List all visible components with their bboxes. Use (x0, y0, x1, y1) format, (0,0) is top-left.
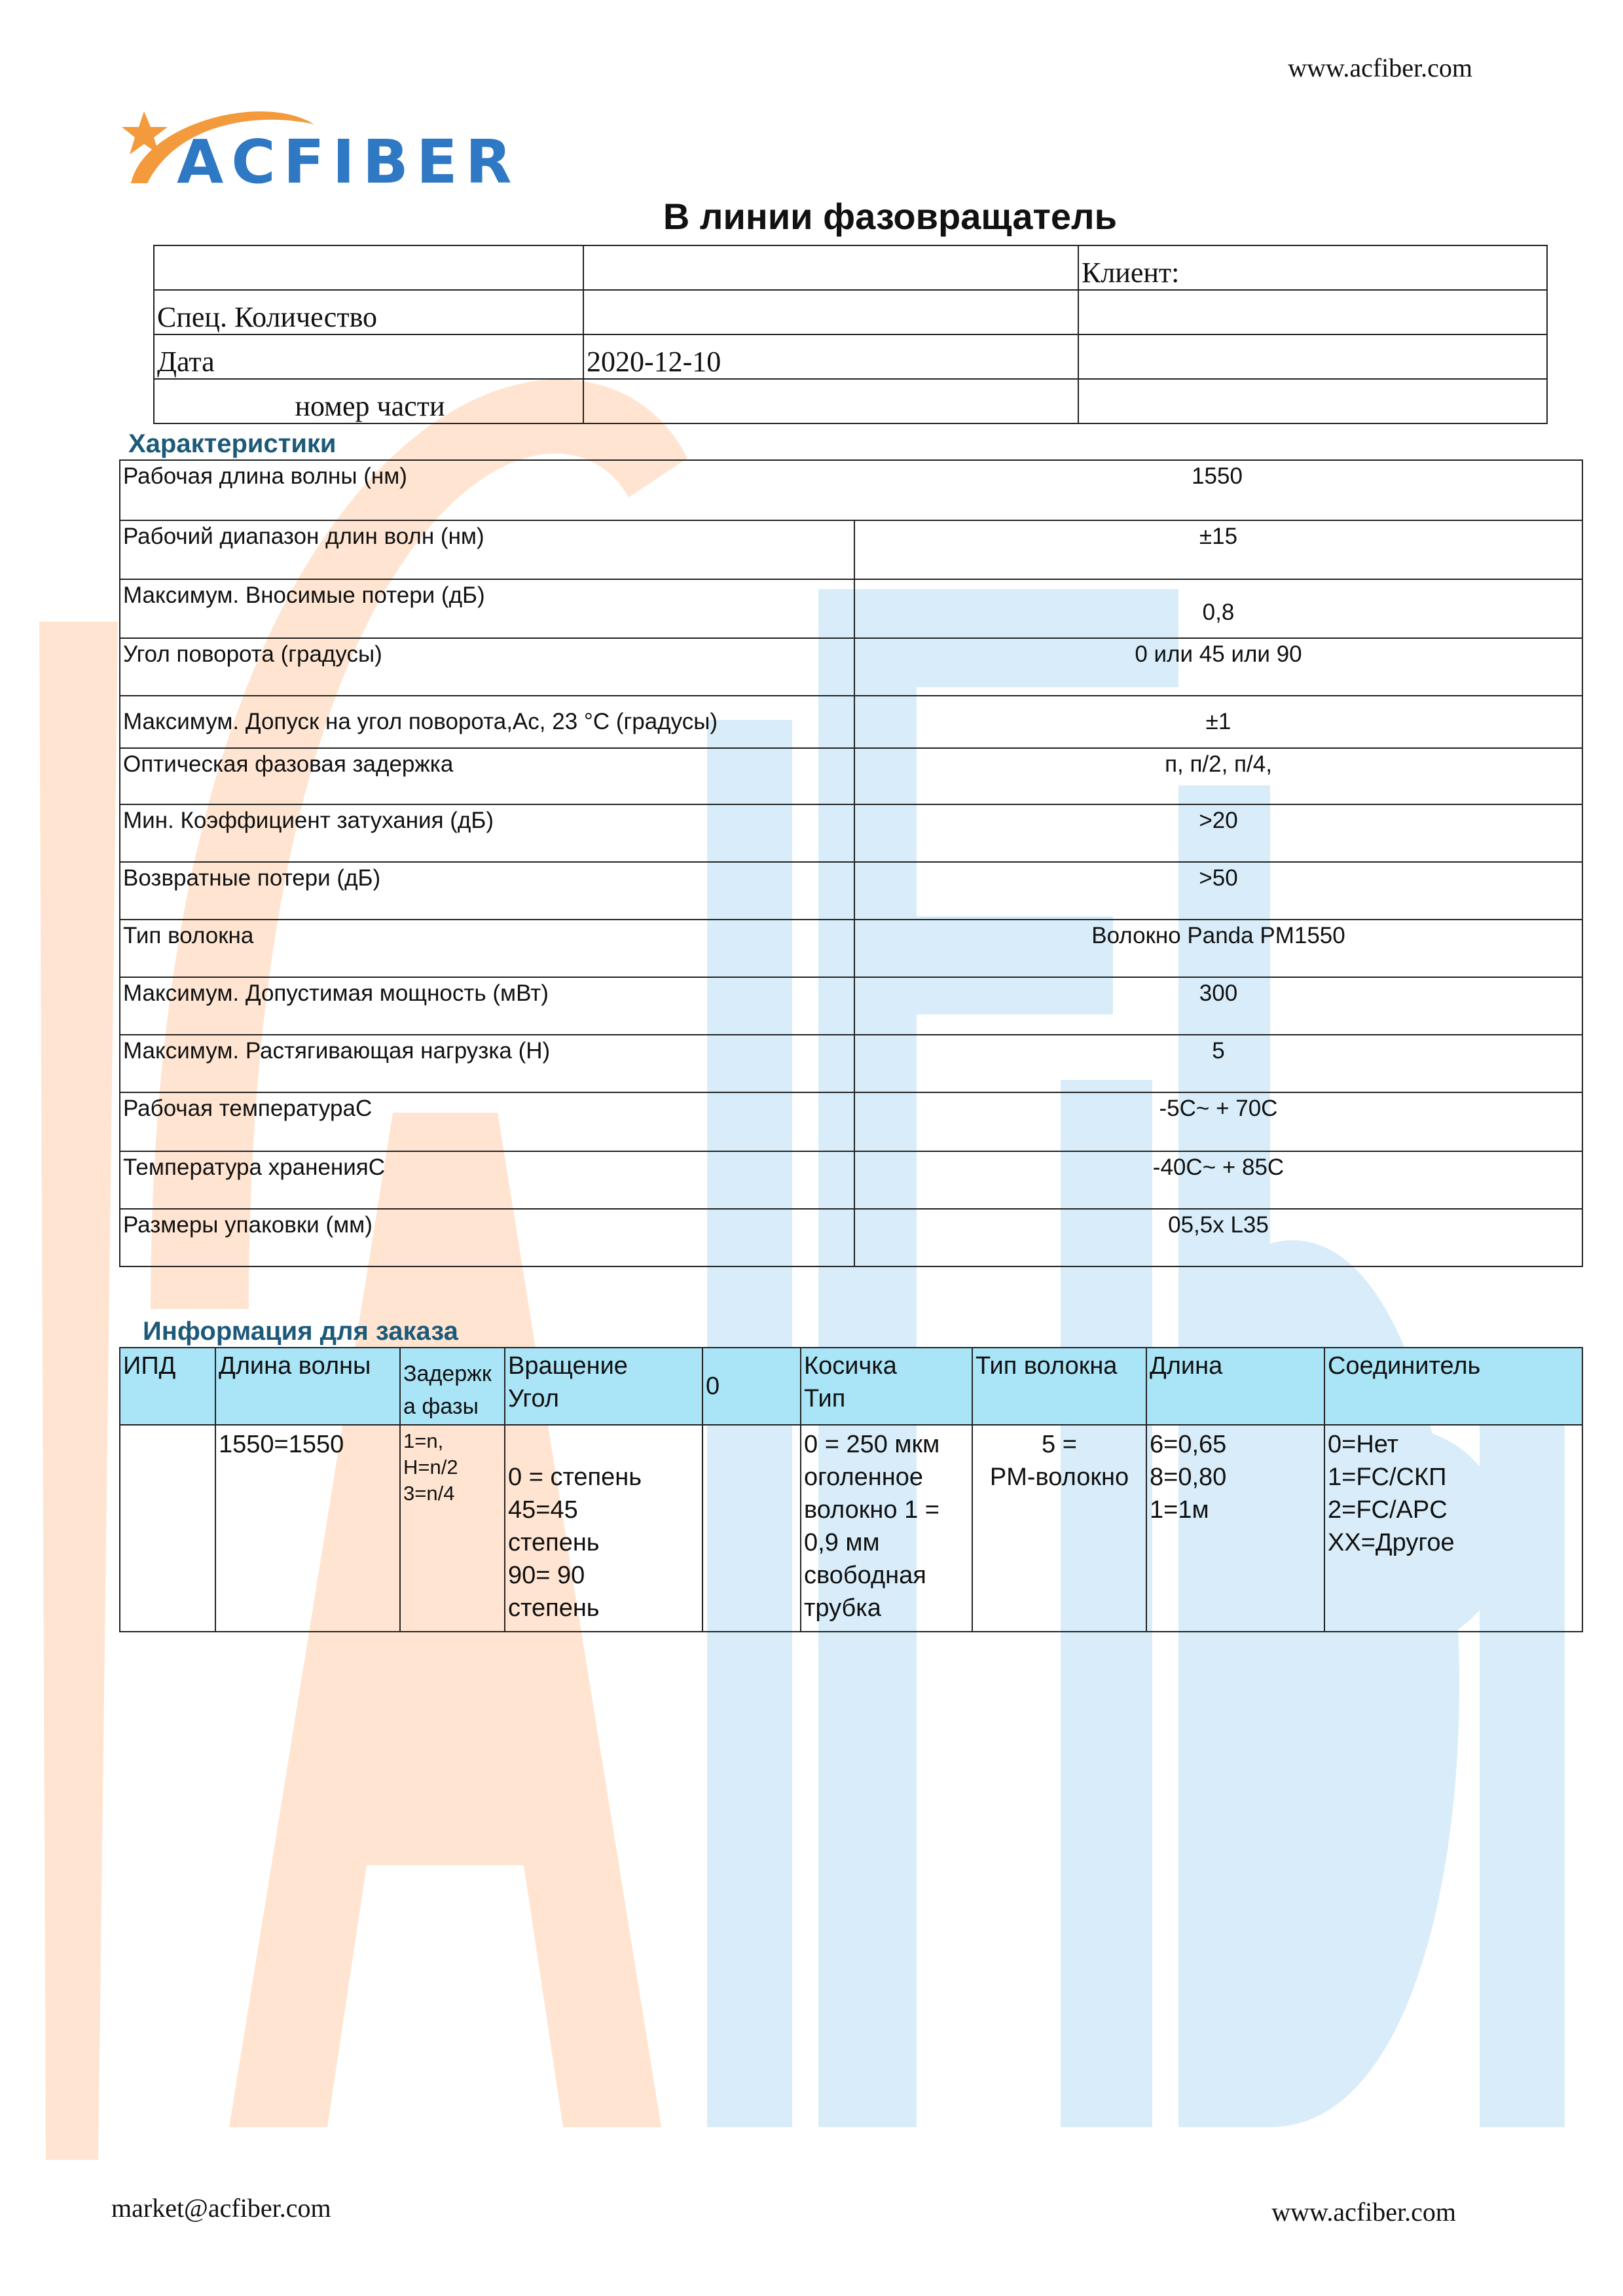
spec-label: Тип волокна (120, 920, 854, 977)
spec-row (120, 977, 1582, 1035)
part-number-value (583, 379, 1078, 423)
spec-label: Рабочая температураC (120, 1092, 854, 1151)
ordering-header-row (120, 1348, 1582, 1425)
spec-value: 0,8 (854, 579, 1582, 638)
spec-value: ±1 (854, 696, 1582, 748)
spec-value: 300 (854, 977, 1582, 1035)
order-option-wavelength: 1550=1550 (215, 1425, 400, 1632)
order-header-pigtail-type: Косичка Тип (801, 1348, 972, 1425)
spec-row (120, 920, 1582, 977)
spec-row (120, 862, 1582, 920)
order-section-title: Информация для заказа (143, 1317, 458, 1346)
order-header-wavelength: Длина волны (215, 1348, 400, 1425)
spec-label: Возвратные потери (дБ) (120, 862, 854, 920)
spec-label: Угол поворота (градусы) (120, 638, 854, 696)
acfiber-logo (118, 98, 520, 197)
spec-label: Рабочая длина волны (нм) (123, 463, 407, 489)
order-option-pigtail-type: 0 = 250 мкм оголенное волокно 1 = 0,9 мм свободная трубка (801, 1425, 972, 1632)
ordering-table (119, 1347, 1583, 1632)
spec-row (120, 696, 1582, 748)
order-header-ipd: ИПД (120, 1348, 215, 1425)
client-label: Клиент: (1078, 245, 1547, 290)
spec-value: 05,5x L35 (854, 1209, 1582, 1266)
specs-section-title: Характеристики (128, 429, 337, 458)
order-option-phase-delay: 1=n, H=n/2 3=n/4 (400, 1425, 505, 1632)
spec-row (120, 579, 1582, 638)
spec-label: Рабочий диапазон длин волн (нм) (120, 520, 854, 579)
site-url-bottom[interactable]: www.acfiber.com (1271, 2197, 1456, 2227)
header-cell (1078, 290, 1547, 334)
spec-label: Мин. Коэффициент затухания (дБ) (120, 804, 854, 862)
order-option-length: 6=0,65 8=0,80 1=1м (1146, 1425, 1324, 1632)
spec-value: -40C~ + 85C (854, 1151, 1582, 1209)
spec-row (120, 1035, 1582, 1092)
header-cell (154, 245, 583, 290)
spec-row (120, 748, 1582, 804)
order-option-rotation-angle: 0 = степень 45=45 степень 90= 90 степень (505, 1425, 702, 1632)
spec-value: 1550 (1192, 463, 1243, 489)
order-header-length: Длина (1146, 1348, 1324, 1425)
spec-label: Размеры упаковки (мм) (120, 1209, 854, 1266)
spec-value: Волокно Panda PM1550 (854, 920, 1582, 977)
contact-email[interactable]: market@acfiber.com (111, 2193, 331, 2223)
ordering-options-row (120, 1425, 1582, 1632)
order-option-ipd (120, 1425, 215, 1632)
spec-row (120, 1092, 1582, 1151)
spec-value: ±15 (854, 520, 1582, 579)
logo-text: ACFIBER (177, 127, 520, 197)
spec-value: 5 (854, 1035, 1582, 1092)
spec-label: Максимум. Вносимые потери (дБ) (120, 579, 854, 638)
order-header-phase-delay: Задержка фазы (400, 1348, 505, 1425)
order-header-connector: Соединитель (1324, 1348, 1582, 1425)
spec-label: Максимум. Допустимая мощность (мВт) (120, 977, 854, 1035)
spec-label: Максимум. Допуск на угол поворота,Ac, 23 °C (градусы) (120, 696, 854, 748)
order-header-zero: 0 (702, 1348, 801, 1425)
document-title: В линии фазовращатель (663, 196, 1118, 237)
order-option-zero (702, 1425, 801, 1632)
site-url-top[interactable]: www.acfiber.com (1288, 53, 1472, 82)
header-cell (1078, 334, 1547, 379)
order-option-connector: 0=Нет 1=FC/СКП 2=FC/APC XX=Другое (1324, 1425, 1582, 1632)
spec-qty-label: Спец. Количество (154, 290, 583, 334)
part-number-label: номер части (154, 379, 583, 423)
spec-value: >20 (854, 804, 1582, 862)
order-header-fiber-type: Тип волокна (972, 1348, 1146, 1425)
spec-row (120, 1151, 1582, 1209)
date-label: Дата (154, 334, 583, 379)
spec-label: Оптическая фазовая задержка (120, 748, 854, 804)
spec-row (120, 460, 1582, 520)
header-cell (1078, 379, 1547, 423)
spec-row (120, 804, 1582, 862)
date-value: 2020-12-10 (583, 334, 1078, 379)
spec-row (120, 520, 1582, 579)
header-table (153, 245, 1548, 424)
spec-label: Максимум. Растягивающая нагрузка (Н) (120, 1035, 854, 1092)
spec-label: Температура храненияC (120, 1151, 854, 1209)
spec-row-merged (120, 460, 1582, 520)
order-option-fiber-type: 5 = PM-волокно (972, 1425, 1146, 1632)
header-cell (583, 245, 1078, 290)
spec-value: >50 (854, 862, 1582, 920)
specs-table (119, 459, 1583, 1267)
spec-row (120, 638, 1582, 696)
spec-value: -5C~ + 70C (854, 1092, 1582, 1151)
spec-row (120, 1209, 1582, 1266)
spec-qty-value (583, 290, 1078, 334)
spec-value: п, п/2, п/4, (854, 748, 1582, 804)
order-header-rotation-angle: Вращение Угол (505, 1348, 702, 1425)
spec-value: 0 или 45 или 90 (854, 638, 1582, 696)
